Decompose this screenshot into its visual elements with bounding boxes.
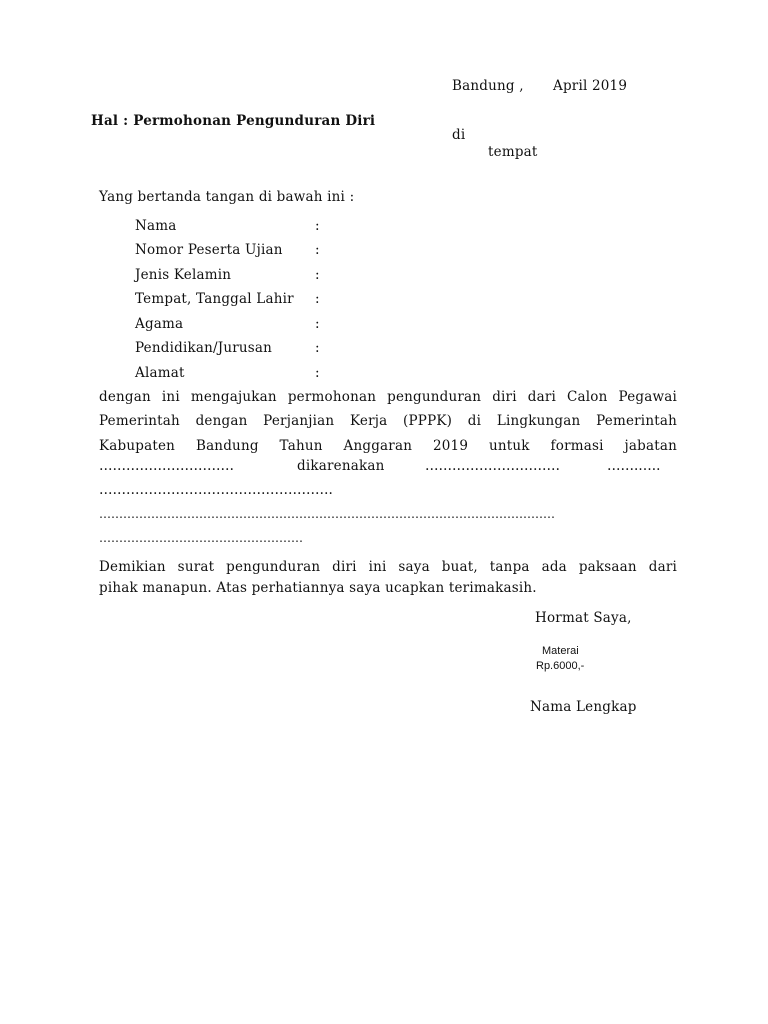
- field-colon: :: [315, 267, 320, 283]
- addressee-di: di: [452, 127, 466, 143]
- letter-subject: Hal : Permohonan Pengunduran Diri: [91, 113, 376, 129]
- field-label-nama: Nama: [135, 218, 177, 234]
- blank-dots: …….…..: [607, 458, 661, 474]
- field-colon: :: [315, 316, 320, 332]
- signer-name: Nama Lengkap: [530, 699, 637, 715]
- field-colon: :: [315, 242, 320, 258]
- month-year: April 2019: [553, 78, 628, 94]
- field-label-agama: Agama: [135, 316, 184, 332]
- field-colon: :: [315, 291, 320, 307]
- blank-dots: …………………………………………….: [99, 482, 333, 498]
- because-word: dikarenakan: [297, 458, 385, 474]
- closing-line: Demikian surat pengunduran diri ini saya buat, tanpa ada paksaan dari: [99, 559, 677, 575]
- blank-dots: ……………………………………………………………………………………………………: [99, 507, 555, 521]
- regards-text: Hormat Saya,: [535, 610, 632, 626]
- field-label-tempat-tanggal-lahir: Tempat, Tanggal Lahir: [135, 291, 294, 307]
- body-line: dengan ini mengajukan permohonan pengunduran diri dari Calon Pegawai: [99, 389, 677, 405]
- field-label-pendidikan: Pendidikan/Jurusan: [135, 340, 273, 356]
- closing-line: pihak manapun. Atas perhatiannya saya ucapkan terimakasih.: [99, 580, 537, 596]
- field-label-alamat: Alamat: [135, 365, 185, 381]
- stamp-label: Materai: [542, 645, 579, 657]
- place-date: Bandung ,: [452, 78, 524, 94]
- body-line: Pemerintah dengan Perjanjian Kerja (PPPK) di Lingkungan Pemerintah: [99, 413, 677, 429]
- intro-text: Yang bertanda tangan di bawah ini :: [99, 189, 355, 205]
- blank-dots: ……………………………………………: [99, 531, 303, 545]
- stamp-amount: Rp.6000,-: [536, 660, 585, 672]
- field-colon: :: [315, 218, 320, 234]
- blank-dots: …………………………: [99, 458, 234, 474]
- field-colon: :: [315, 340, 320, 356]
- field-label-jenis-kelamin: Jenis Kelamin: [135, 267, 232, 283]
- blank-dots: …………………………: [425, 458, 560, 474]
- field-colon: :: [315, 365, 320, 381]
- addressee-tempat: tempat: [488, 144, 538, 160]
- body-line: Kabupaten Bandung Tahun Anggaran 2019 untuk formasi jabatan: [99, 438, 677, 454]
- field-label-nomor-peserta: Nomor Peserta Ujian: [135, 242, 283, 258]
